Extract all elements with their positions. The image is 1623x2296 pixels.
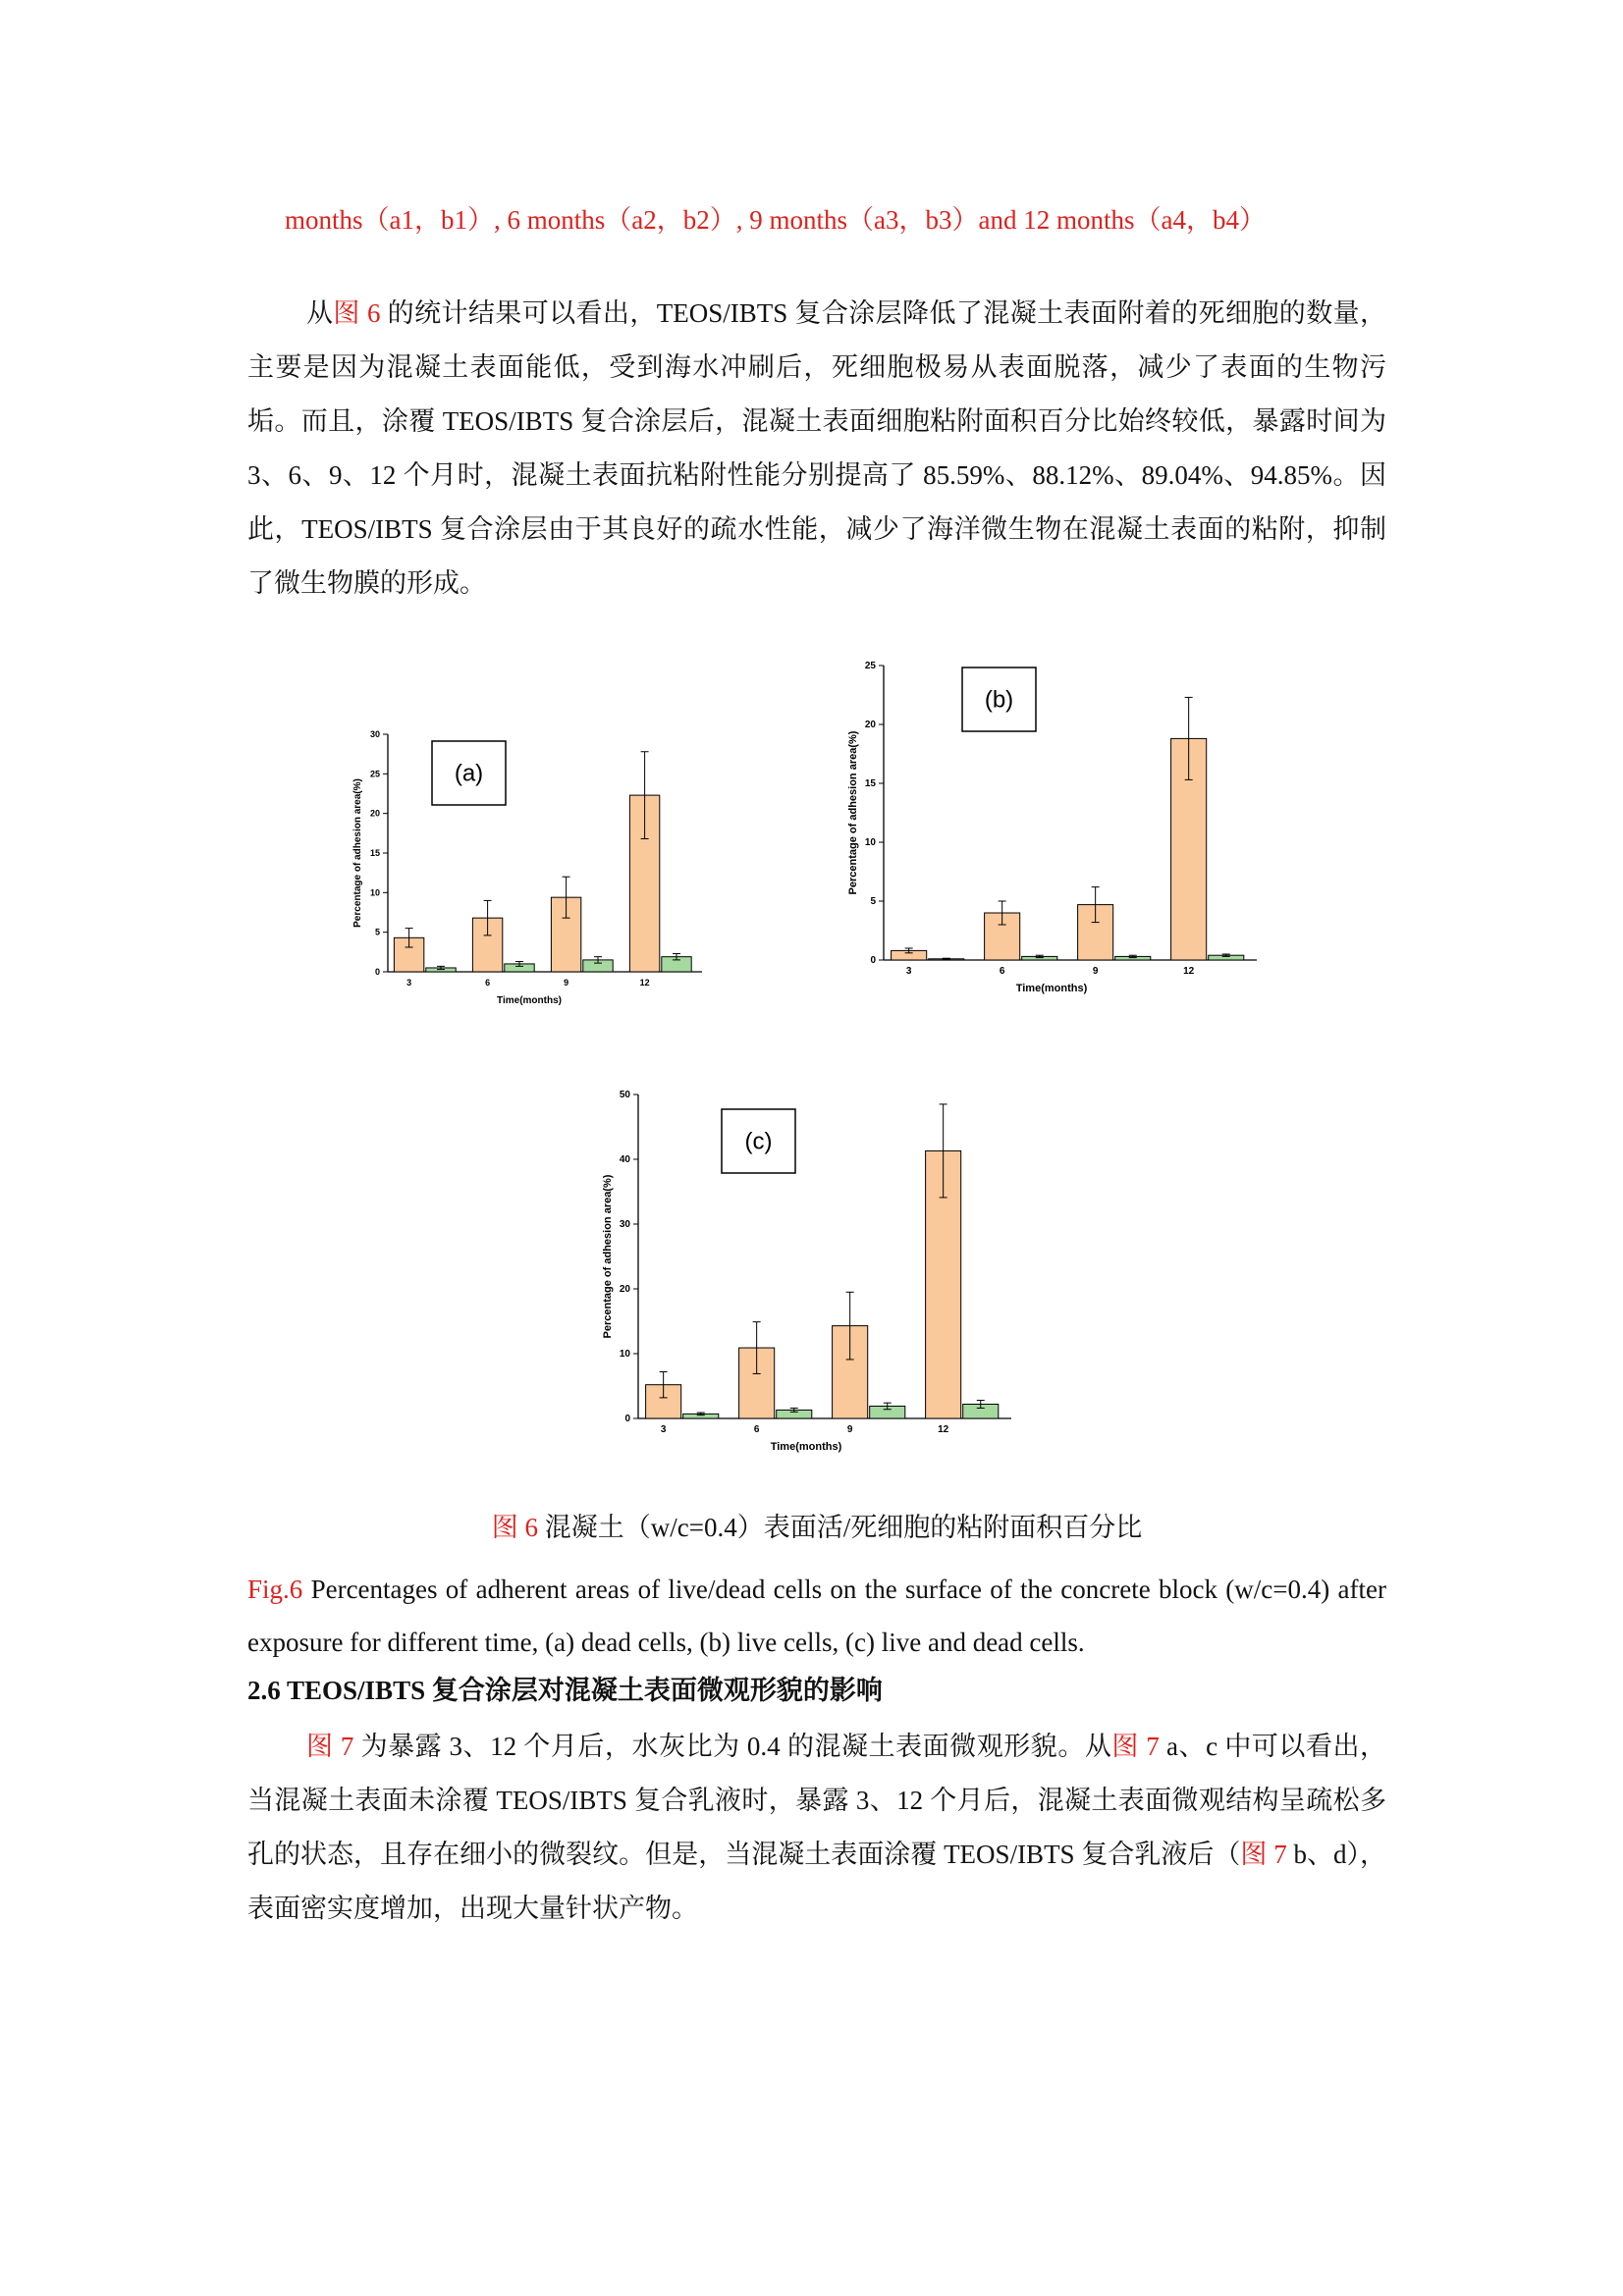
y-tick-label: 10 xyxy=(864,837,876,848)
paragraph-figure6-discussion xyxy=(247,287,1386,611)
panel-label: (a) xyxy=(454,760,484,787)
y-tick-label: 15 xyxy=(864,778,876,789)
y-tick-label: 20 xyxy=(619,1284,630,1295)
figure-reference-link[interactable]: 图 7 xyxy=(1111,1732,1160,1761)
x-axis-label: Time(months) xyxy=(1015,983,1088,994)
figure-caption-english xyxy=(247,1563,1386,1669)
x-axis-label: Time(months) xyxy=(770,1441,842,1453)
y-axis-label: Percentage of adhesion area(%) xyxy=(847,730,859,895)
x-tick-label: 3 xyxy=(406,978,412,988)
x-tick-label: 12 xyxy=(639,978,650,988)
y-tick-label: 20 xyxy=(864,720,876,730)
y-axis-label: Percentage of adhesion area(%) xyxy=(352,778,363,928)
figure-reference-link[interactable]: 图 7 xyxy=(306,1732,354,1761)
paragraph-text: 从 xyxy=(306,298,334,328)
figure-caption-text: 混凝土（w/c=0.4）表面活/死细胞的粘附面积百分比 xyxy=(538,1513,1143,1542)
y-tick-label: 10 xyxy=(619,1349,630,1360)
y-axis-label: Percentage of adhesion area(%) xyxy=(602,1174,614,1339)
chart-panel-b xyxy=(839,648,1271,1016)
y-tick-label: 0 xyxy=(374,967,380,977)
figure-number: Fig.6 xyxy=(247,1575,303,1604)
figure-reference-link[interactable]: 图 7 xyxy=(1240,1840,1287,1869)
x-tick-label: 9 xyxy=(846,1424,853,1435)
paragraph-text: 为暴露 3、12 个月后，水灰比为 0.4 的混凝土表面微观形貌。从 xyxy=(353,1732,1112,1761)
y-tick-label: 10 xyxy=(369,887,380,898)
y-tick-label: 50 xyxy=(619,1090,630,1100)
figure-caption-chinese xyxy=(247,1508,1386,1547)
y-tick-label: 40 xyxy=(619,1154,630,1165)
y-tick-label: 5 xyxy=(374,927,380,937)
x-tick-label: 3 xyxy=(905,966,912,977)
y-tick-label: 25 xyxy=(864,661,876,671)
paragraph-text: a、c 中可以看出，当混凝土表面未涂覆 TEOS/IBTS 复合乳液时，暴露 3、12 个月后，混凝土表面微观结构呈疏松多孔的状态，且存在细小的微裂纹。但是，当混凝土表面涂覆 TEOS/IBTS 复合乳液后（ xyxy=(247,1732,1387,1869)
chart-panel-c xyxy=(594,1085,1026,1477)
y-tick-label: 5 xyxy=(870,896,876,907)
panel-label: (c) xyxy=(744,1128,773,1155)
panel-label: (b) xyxy=(984,686,1014,714)
x-tick-label: 6 xyxy=(485,978,491,988)
x-tick-label: 9 xyxy=(564,978,569,988)
figure-number: 图 6 xyxy=(491,1513,539,1542)
x-tick-label: 12 xyxy=(938,1424,949,1435)
y-tick-label: 30 xyxy=(369,729,380,739)
paragraph-text: b、d），表面密实度增加，出现大量针状产物。 xyxy=(247,1840,1387,1923)
y-tick-label: 15 xyxy=(369,848,380,858)
x-tick-label: 9 xyxy=(1092,966,1099,977)
x-tick-label: 6 xyxy=(999,966,1005,977)
figure-caption-text: Percentages of adherent areas of live/dead cells on the surface of the concrete block (w/c=0.4) after exposure for different time, (a) dead cells, (b) live cells, (c) live and dead cells. xyxy=(247,1575,1386,1657)
previous-figure-caption-tail: months（a1，b1）, 6 months（a2，b2）, 9 months（a3，b3）and 12 months（a4，b4） xyxy=(285,205,1266,235)
x-axis-label: Time(months) xyxy=(497,995,562,1006)
y-tick-label: 0 xyxy=(870,955,876,966)
y-tick-label: 0 xyxy=(624,1414,630,1424)
figure-reference-link[interactable]: 图 6 xyxy=(333,298,381,328)
chart-panel-a xyxy=(349,721,722,1016)
y-tick-label: 20 xyxy=(369,808,380,819)
y-tick-label: 30 xyxy=(619,1219,630,1230)
x-tick-label: 12 xyxy=(1183,966,1195,977)
paragraph-text: 的统计结果可以看出，TEOS/IBTS 复合涂层降低了混凝土表面附着的死细胞的数量，主要是因为混凝土表面能低，受到海水冲刷后，死细胞极易从表面脱落，减少了表面的生物污垢。而且，涂覆 TEOS/IBTS 复合涂层后，混凝土表面细胞粘附面积百分比始终较低，暴露时间为 3、6、9、12 个月时，混凝土表面抗粘附性能分别提高了 85.59%、88.12%、89.04%、94.85%。因此，TEOS/IBTS 复合涂层由于其良好的疏水性能，减少了海洋微生物在混凝土表面的粘附，抑制了微生物膜的形成。 xyxy=(247,298,1387,598)
x-tick-label: 6 xyxy=(753,1424,760,1435)
x-tick-label: 3 xyxy=(660,1424,667,1435)
paragraph-figure7-discussion xyxy=(247,1720,1386,1936)
y-tick-label: 25 xyxy=(369,769,380,779)
section-heading: 2.6 TEOS/IBTS 复合涂层对混凝土表面微观形貌的影响 xyxy=(247,1676,883,1705)
